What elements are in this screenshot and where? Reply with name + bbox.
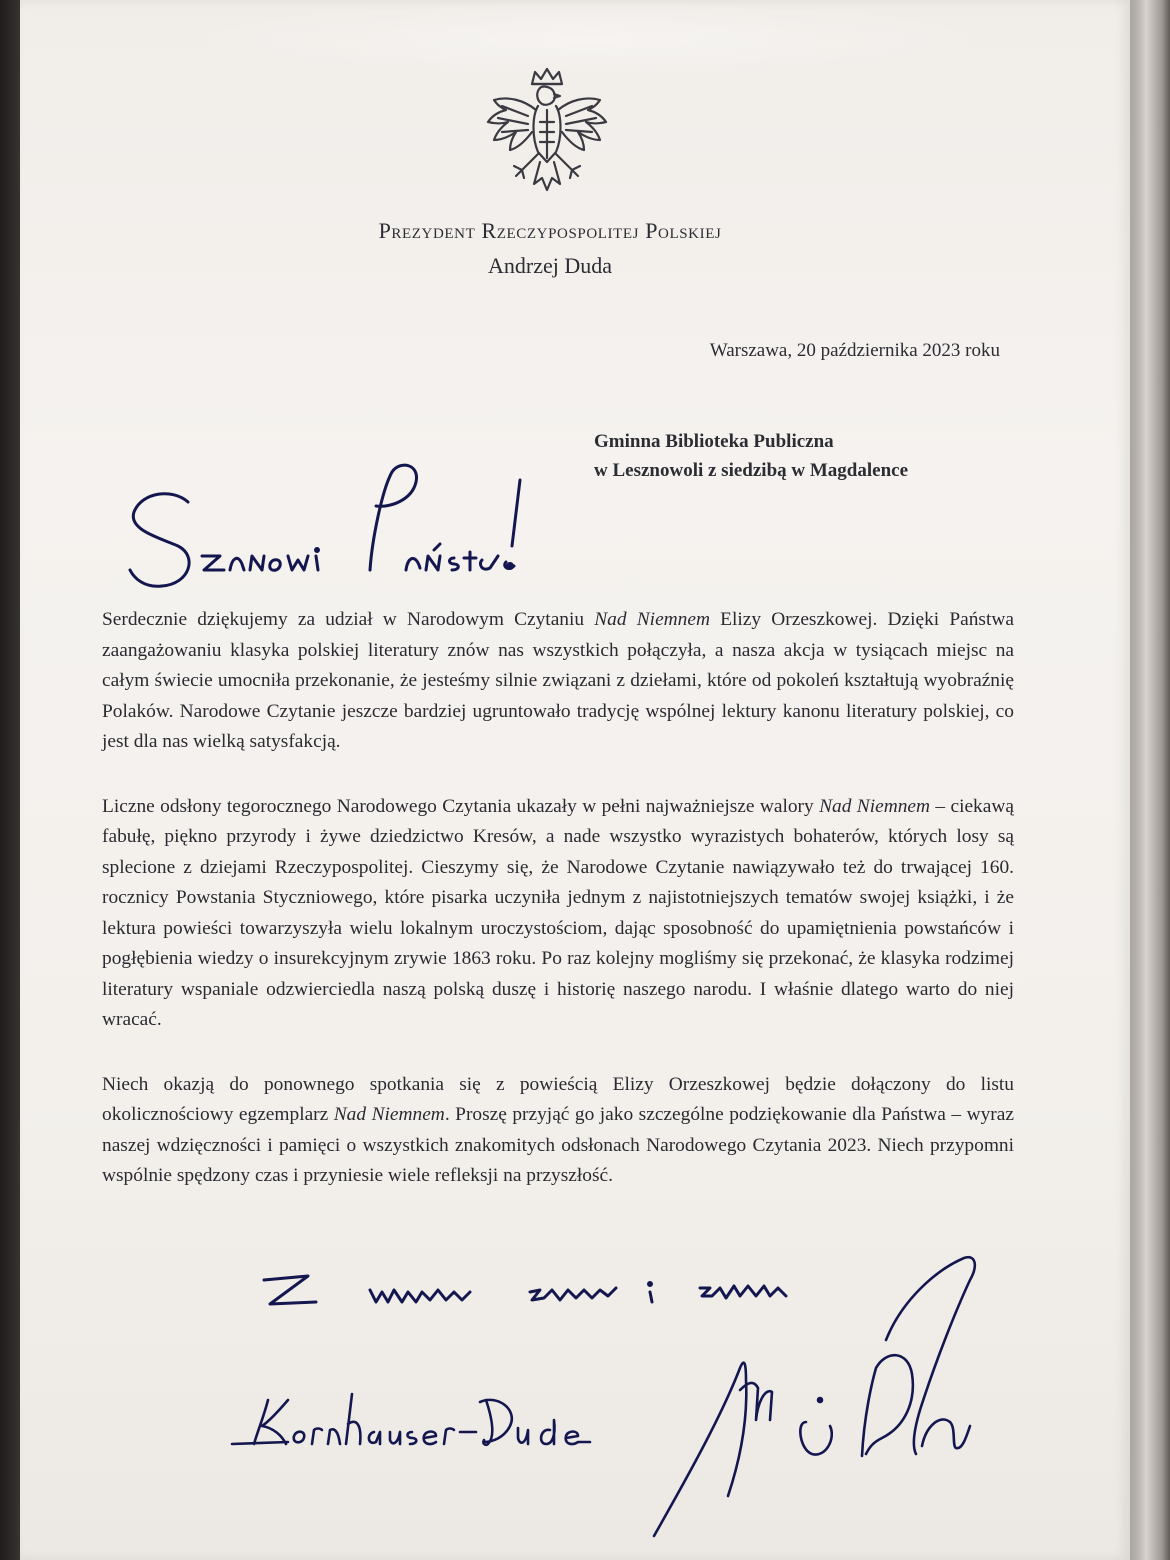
addressee-line-2: w Lesznowoli z siedzibą w Magdalence <box>594 460 909 481</box>
addressee-block <box>594 427 908 485</box>
letterhead-name: Andrzej Duda <box>487 253 612 278</box>
addressee-line-1: Gminna Biblioteka Publiczna <box>594 431 834 452</box>
frame-edge <box>1130 0 1170 1560</box>
date-line: Warszawa, 20 października 2023 roku <box>709 340 1000 361</box>
polish-eagle-emblem-icon <box>480 66 614 202</box>
handwritten-salutation <box>120 460 540 600</box>
body-paragraph-2: Liczne odsłony tegorocznego Narodowego Czytania ukazały w pełni najważniejsze walory Nad Niemnem – ciekawą fabułę, piękno przyrody i żywe dziedzictwo Kresów, a nade wszystko wyrazistych bohaterów, których losy są splecione z dziejami Rzeczypospolitej. Cieszymy się, że Narodowe Czytanie nawiązywało też do trwającej 160. rocznicy Powstania Styczniowego, które pisarka uczyniła jednym z najistotniejszych tematów swojej książki, i że lektura powieści towarzyszyła wielu lokalnym uroczystościom, dając sposobność do upamiętnienia powstańców i pogłębienia wiedzy o insurekcyjnym zrywie 1863 roku. Po raz kolejny mogliśmy się przekonać, że klasyka rodzimej literatury wspaniale odzwierciedla naszą polską duszę i historię naszego narodu. I właśnie dlatego warto do niej wracać. <box>102 795 1014 1030</box>
body-paragraph-1: Serdecznie dziękujemy za udział w Narodowym Czytaniu Nad Niemnem Elizy Orzeszkowej. Dzięki Państwa zaangażowaniu klasyka polskiej literatury znów nas wszystkich połączyła, a nasza akcja w tysiącach miejsc na całym świecie umocniła przekonanie, że jesteśmy silnie związani z dziełami, które od pokoleń kształtują wyobraźnię Polaków. Narodowe Czytanie jeszcze bardziej ugruntowało tradycję wspólnej lektury kanonu literatury polskiej, co jest dla nas wielką satysfakcją. <box>102 609 1014 752</box>
book-title: Nad Niemnem <box>819 795 931 817</box>
signature-andrzej-duda <box>640 1250 980 1550</box>
book-title: Nad Niemnem <box>333 1104 445 1125</box>
letterhead-title: Prezydent Rzeczypospolitej Polskiej <box>378 218 722 243</box>
signature-kornhauser-duda <box>228 1380 608 1470</box>
body-paragraph-3: Niech okazją do ponownego spotkania się z powieścią Elizy Orzeszkowej będzie dołączony do listu okolicznościowy egzemplarz Nad Niemnem. Proszę przyjąć go jako szczególne podziękowanie dla Państwa – wyraz naszej wdzięczności i pamięci o wszystkich znakomitych odsłonach Narodowego Czytania 2023. Niech przypomni wspólnie spędzony czas i przyniesie wiele refleksji na przyszłość. <box>102 1073 1014 1186</box>
letter-body <box>102 605 1014 1226</box>
book-title: Nad Niemnem <box>594 609 710 630</box>
